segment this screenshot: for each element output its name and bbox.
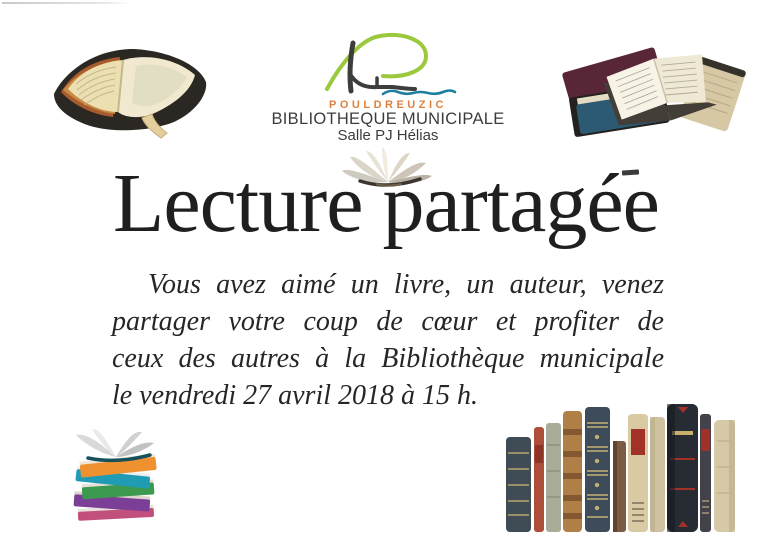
body-line-4: le vendredi 27 avril 2018 à 15 h. (112, 380, 479, 411)
page-title: Lecture partagée (113, 157, 659, 250)
body-line-3: ceux des autres à la Bibliothèque municipale (112, 343, 664, 374)
library-name: BIBLIOTHEQUE MUNICIPALE (271, 110, 505, 128)
room-name: Salle PJ Hélias (337, 127, 439, 144)
event-description (112, 266, 664, 414)
pouldreuzic-logo (325, 27, 459, 101)
antique-books-icon (498, 401, 750, 536)
body-line-1: Vous avez aimé un livre, un auteur, venez (148, 269, 664, 300)
book-stack-icon (58, 427, 173, 525)
town-name: POULDREUZIC (329, 99, 447, 111)
scan-artifact-line (2, 2, 130, 4)
body-line-2: partager votre coup de cœur et profiter de (112, 306, 664, 337)
